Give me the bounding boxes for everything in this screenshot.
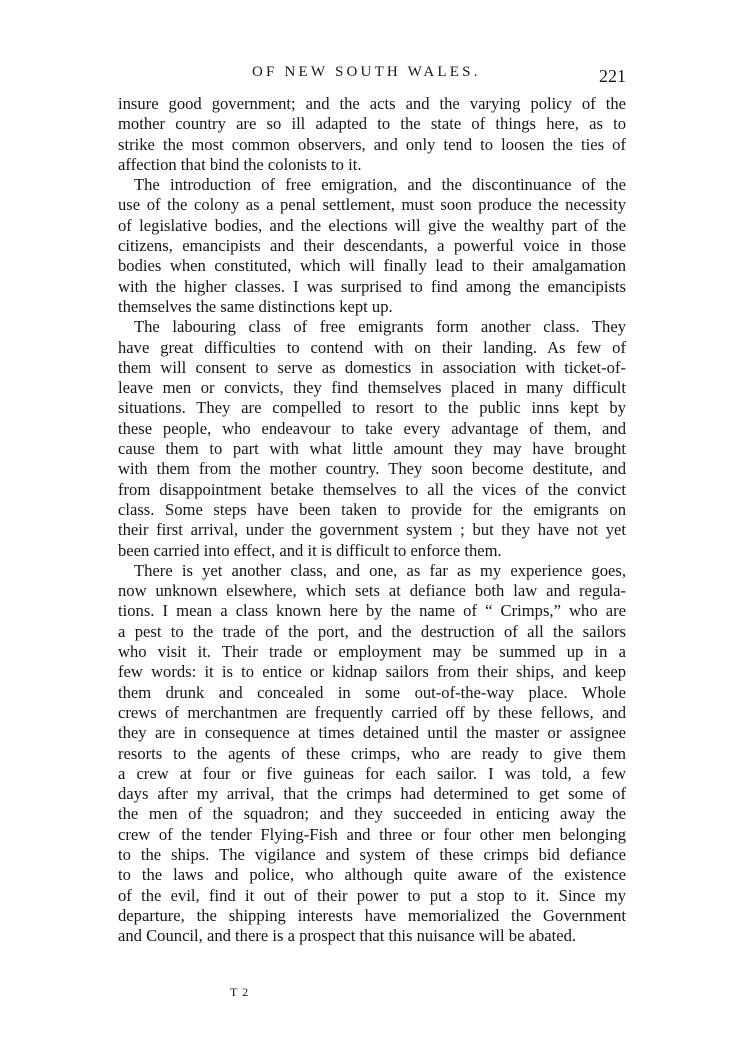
paragraph-first-line: There is yet another class, and one, as far as my experience goes,	[134, 560, 626, 580]
running-head	[0, 60, 750, 88]
text-line: of legislative bodies, and the elections will give the wealthy part of the	[118, 215, 626, 235]
text-line: strike the most common observers, and only tend to loosen the ties of	[118, 134, 626, 154]
text-line: tions. I mean a class known here by the name of “ Crimps,” who are	[118, 601, 626, 621]
text-line: insure good government; and the acts and the varying policy of the	[118, 94, 626, 113]
paragraph-first-line: The labouring class of free emigrants form another class. They	[134, 317, 626, 337]
text-line: from disappointment betake themselves to all the vices of the convict	[118, 479, 626, 499]
running-title: OF NEW SOUTH WALES.	[252, 64, 481, 80]
text-line: of the evil, find it out of their power to put a stop to it. Since my	[118, 885, 626, 905]
page-number: 221	[599, 66, 626, 86]
text-line: citizens, emancipists and their descendants, a powerful voice in those	[118, 236, 626, 256]
text-line: the men of the squadron; and they succeeded in enticing away the	[118, 804, 626, 824]
text-line: have great difficulties to contend with on their landing. As few of	[118, 337, 626, 357]
signature-mark: T 2	[230, 985, 250, 999]
text-line: their first arrival, under the government system ; but they have not yet	[118, 520, 626, 540]
paragraph-first-line: The introduction of free emigration, and the discontinuance of the	[134, 175, 626, 195]
text-line: mother country are so ill adapted to the state of things here, as to	[118, 114, 626, 134]
text-line: to the laws and police, who although quite aware of the existence	[118, 865, 626, 885]
text-line: these people, who endeavour to take every advantage of them, and	[118, 418, 626, 438]
text-line: situations. They are compelled to resort to the public inns kept by	[118, 398, 626, 418]
text-line: been carried into effect, and it is difficult to enforce them.	[118, 540, 502, 560]
text-line: with the higher classes. I was surprised to find among the emancipists	[118, 276, 626, 296]
text-line: themselves the same distinctions kept up.	[118, 296, 393, 316]
text-line: use of the colony as a penal settlement, must soon produce the necessity	[118, 195, 626, 215]
text-line: a pest to the trade of the port, and the destruction of all the sailors	[118, 621, 626, 641]
text-line: and Council, and there is a prospect that this nuisance will be abated.	[118, 926, 577, 946]
text-line: crew of the tender Flying-Fish and three or four other men belonging	[118, 824, 626, 844]
text-line: them drunk and concealed in some out-of-the-way place. Whole	[118, 682, 626, 702]
text-line: affection that bind the colonists to it.	[118, 154, 362, 174]
text-line: cause them to part with what little amount they may have brought	[118, 439, 626, 459]
text-line: now unknown elsewhere, which sets at defiance both law and regula-	[118, 581, 626, 601]
text-line: departure, the shipping interests have memorialized the Government	[118, 905, 626, 925]
text-line: a crew at four or five guineas for each sailor. I was told, a few	[118, 763, 626, 783]
body-text	[118, 94, 626, 946]
text-line: they are in consequence at times detained until the master or assignee	[118, 723, 626, 743]
text-line: to the ships. The vigilance and system of these crimps bid defiance	[118, 844, 626, 864]
text-line: with them from the mother country. They soon become destitute, and	[118, 459, 626, 479]
text-line: days after my arrival, that the crimps had determined to get some of	[118, 784, 626, 804]
text-line: bodies when constituted, which will finally lead to their amalgamation	[118, 256, 626, 276]
text-line: them will consent to serve as domestics in association with ticket-of-	[118, 357, 626, 377]
text-line: resorts to the agents of these crimps, who are ready to give them	[118, 743, 626, 763]
text-line: class. Some steps have been taken to provide for the emigrants on	[118, 499, 626, 519]
text-line: who visit it. Their trade or employment may be summed up in a	[118, 642, 626, 662]
text-line: leave men or convicts, they find themselves placed in many difficult	[118, 378, 626, 398]
text-line: few words: it is to entice or kidnap sailors from their ships, and keep	[118, 662, 626, 682]
text-line: crews of merchantmen are frequently carried off by these fellows, and	[118, 702, 626, 722]
